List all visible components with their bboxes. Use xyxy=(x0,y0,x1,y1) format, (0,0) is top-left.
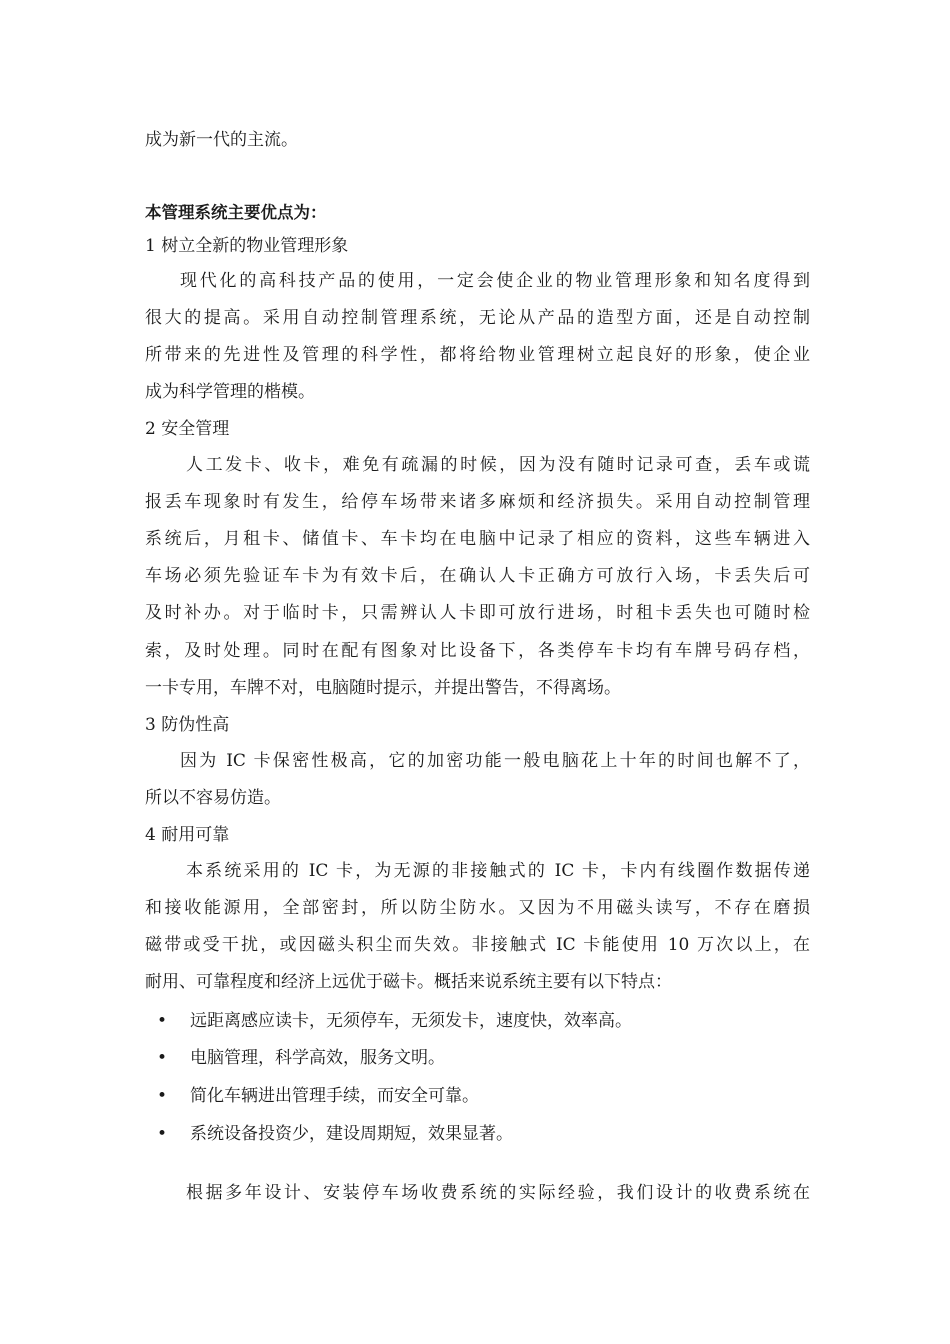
paragraph-line: 一卡专用，车牌不对，电脑随时提示，并提出警告，不得离场。 xyxy=(145,678,621,698)
paragraph-line: 及时补办。对于临时卡，只需辨认人卡即可放行进场，时租卡丢失也可随时检 xyxy=(145,603,810,623)
bullet-marker: • xyxy=(157,1048,168,1068)
paragraph-line: 人工发卡、收卡，难免有疏漏的时候，因为没有随时记录可查，丢车或谎 xyxy=(186,455,810,475)
list-item-text: 简化车辆进出管理手续，而安全可靠。 xyxy=(190,1086,479,1106)
paragraph-line: 现代化的高科技产品的使用，一定会使企业的物业管理形象和知名度得到 xyxy=(180,271,810,291)
section-heading: 本管理系统主要优点为： xyxy=(145,203,327,222)
item-title: 4 耐用可靠 xyxy=(145,825,230,845)
bullet-marker: • xyxy=(157,1086,168,1106)
item-title: 1 树立全新的物业管理形象 xyxy=(145,236,349,256)
list-item-text: 电脑管理，科学高效，服务文明。 xyxy=(190,1048,445,1068)
paragraph-line: 本系统采用的 IC 卡，为无源的非接触式的 IC 卡，卡内有线圈作数据传递 xyxy=(186,861,810,881)
paragraph-line: 根据多年设计、安装停车场收费系统的实际经验，我们设计的收费系统在 xyxy=(186,1183,810,1203)
paragraph-line: 因为 IC 卡保密性极高，它的加密功能一般电脑花上十年的时间也解不了， xyxy=(180,751,810,771)
paragraph-line: 系统后，月租卡、储值卡、车卡均在电脑中记录了相应的资料，这些车辆进入 xyxy=(145,529,810,549)
paragraph-line: 成为新一代的主流。 xyxy=(145,130,298,150)
paragraph-line: 和接收能源用，全部密封，所以防尘防水。又因为不用磁头读写，不存在磨损 xyxy=(145,898,810,918)
bullet-marker: • xyxy=(157,1124,168,1144)
paragraph-line: 所以不容易仿造。 xyxy=(145,788,281,808)
paragraph-line: 成为科学管理的楷模。 xyxy=(145,382,315,402)
list-item-text: 远距离感应读卡，无须停车，无须发卡，速度快，效率高。 xyxy=(190,1011,632,1031)
list-item-text: 系统设备投资少，建设周期短，效果显著。 xyxy=(190,1124,513,1144)
paragraph-line: 磁带或受干扰，或因磁头积尘而失效。非接触式 IC 卡能使用 10 万次以上，在 xyxy=(145,935,810,955)
paragraph-line: 车场必须先验证车卡为有效卡后，在确认人卡正确方可放行入场，卡丢失后可 xyxy=(145,566,810,586)
paragraph-line: 所带来的先进性及管理的科学性，都将给物业管理树立起良好的形象，使企业 xyxy=(145,345,810,365)
paragraph-line: 报丢车现象时有发生，给停车场带来诸多麻烦和经济损失。采用自动控制管理 xyxy=(145,492,810,512)
paragraph-line: 很大的提高。采用自动控制管理系统，无论从产品的造型方面，还是自动控制 xyxy=(145,308,810,328)
paragraph-line: 索，及时处理。同时在配有图象对比设备下，各类停车卡均有车牌号码存档， xyxy=(145,641,810,661)
paragraph-line: 耐用、可靠程度和经济上远优于磁卡。概括来说系统主要有以下特点： xyxy=(145,972,672,992)
item-title: 3 防伪性高 xyxy=(145,715,230,735)
bullet-marker: • xyxy=(157,1011,168,1031)
item-title: 2 安全管理 xyxy=(145,419,230,439)
